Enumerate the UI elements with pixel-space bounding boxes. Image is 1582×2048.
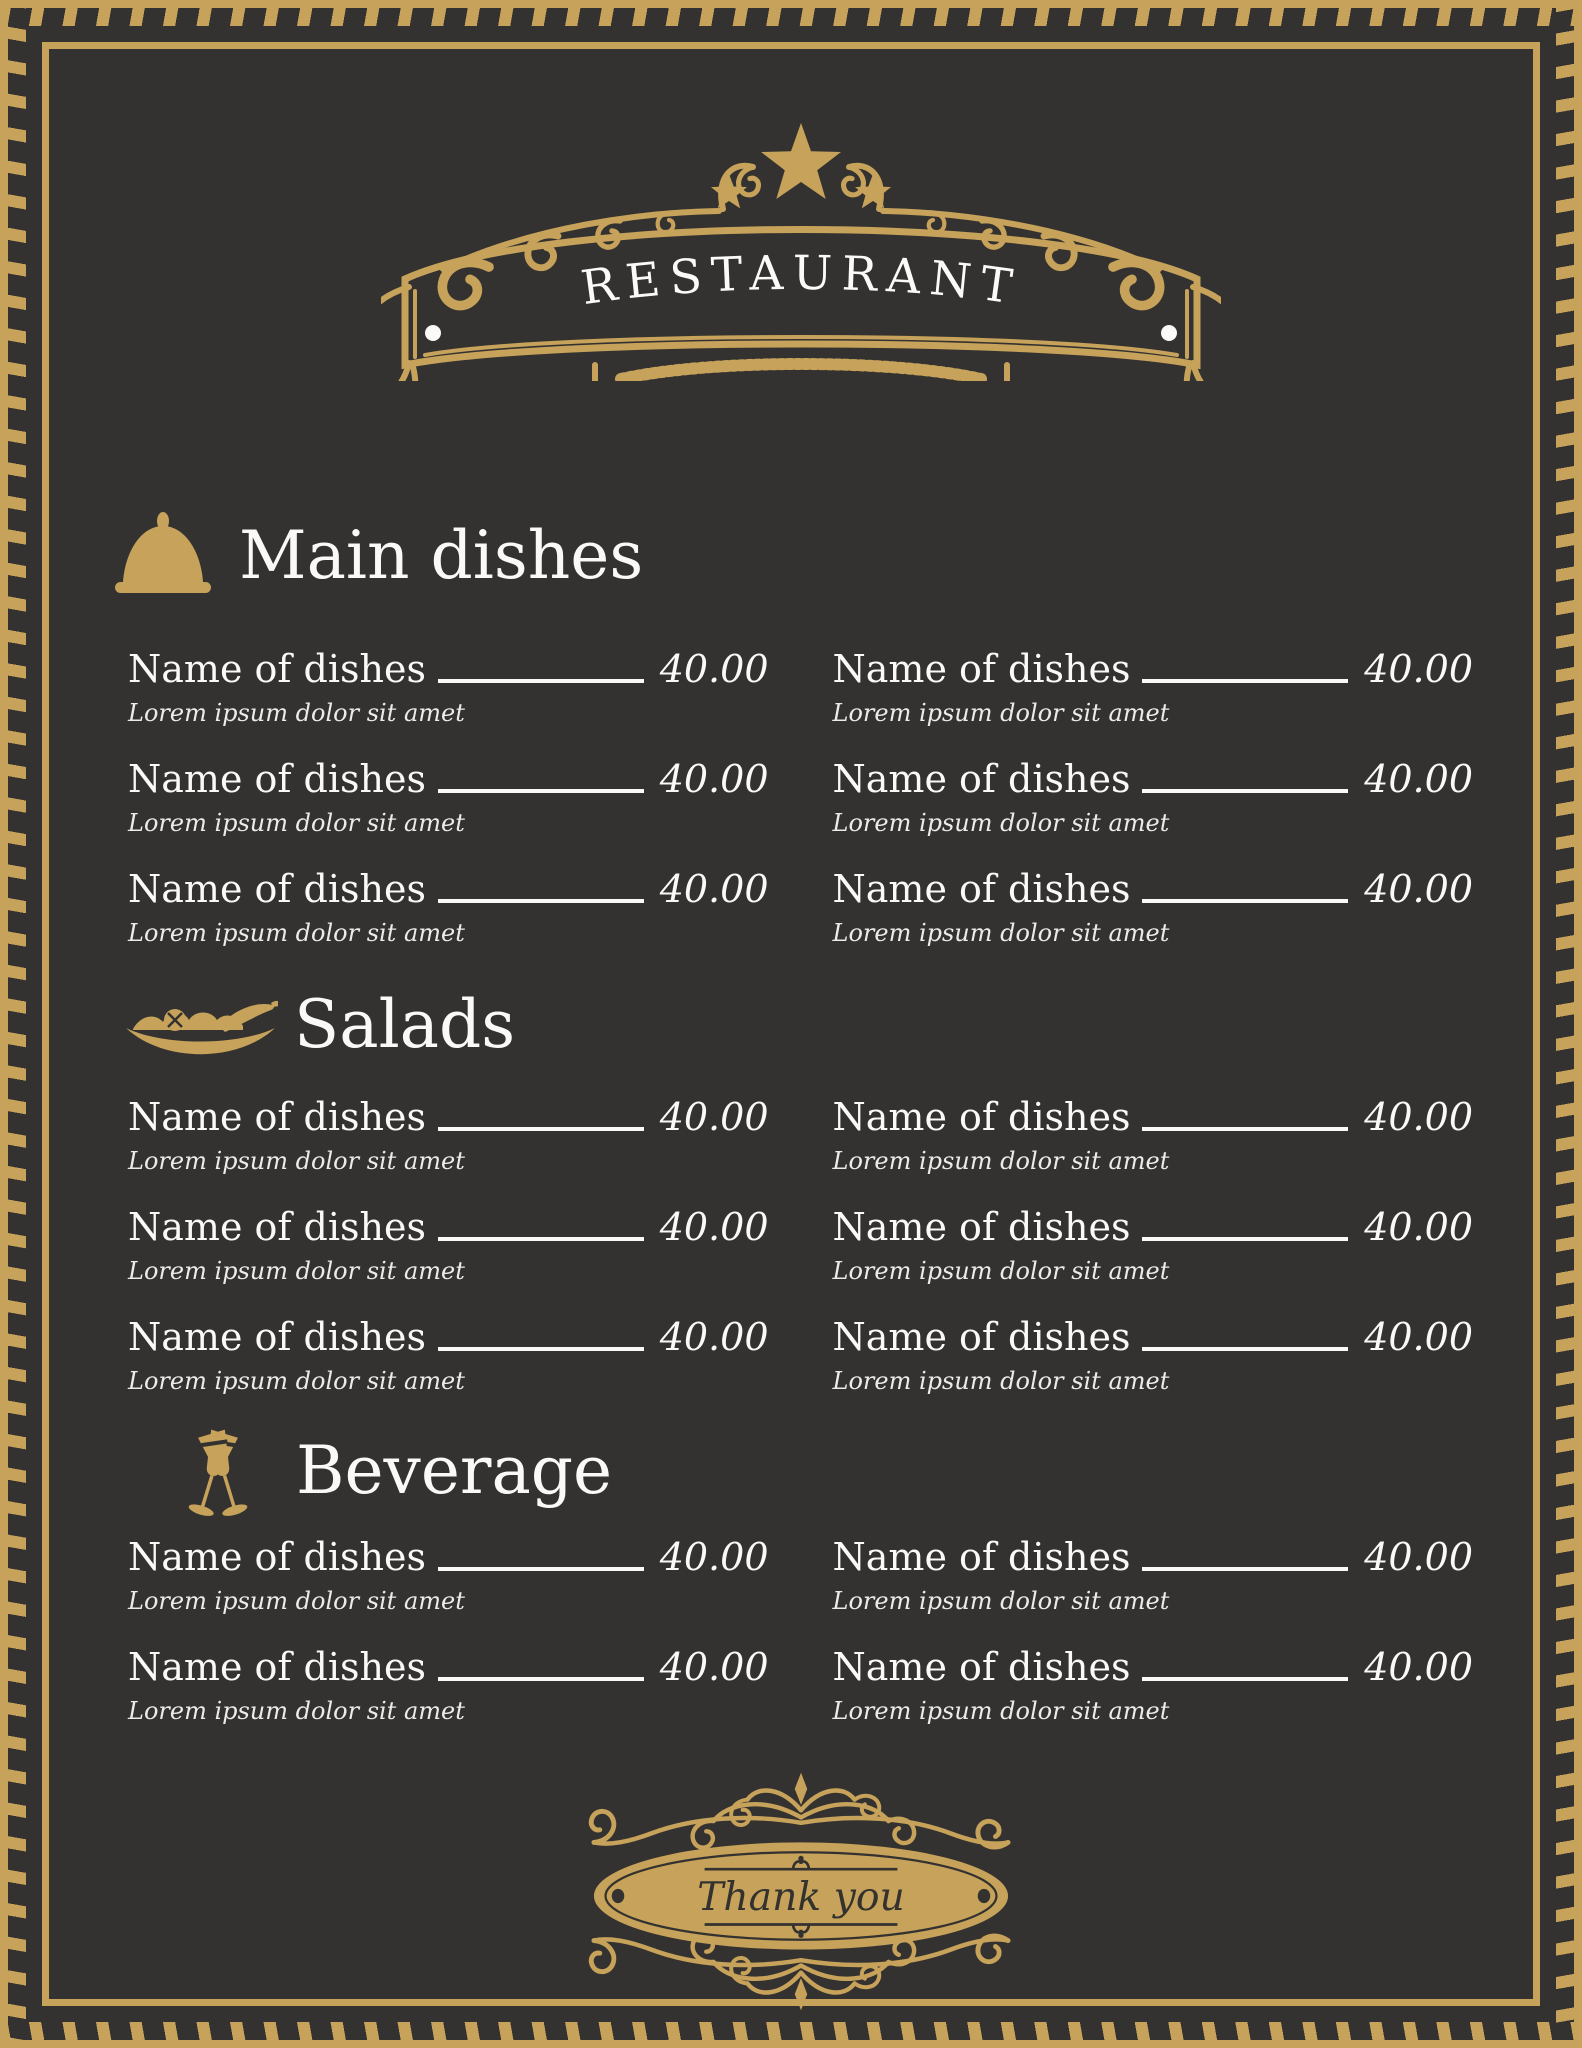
price-leader-line — [1142, 789, 1348, 793]
menu-item — [833, 757, 1474, 867]
section-title: Beverage — [296, 1432, 613, 1509]
dish-price: 40.00 — [1364, 1535, 1473, 1579]
menu-item — [128, 1315, 769, 1425]
section-beverage — [128, 1429, 1473, 1755]
section-main-dishes — [128, 511, 1473, 977]
dish-name: Name of dishes — [128, 757, 426, 801]
dish-name: Name of dishes — [832, 867, 1131, 911]
dish-description: Lorem ipsum dolor sit amet — [832, 1256, 1170, 1285]
price-leader-line — [438, 1567, 644, 1571]
dish-description: Lorem ipsum dolor sit amet — [128, 1366, 465, 1395]
menu-item — [128, 1535, 769, 1645]
restaurant-logo — [381, 119, 1221, 381]
price-leader-line — [438, 1347, 644, 1351]
menu-item — [833, 647, 1474, 757]
hatched-border-right — [1556, 0, 1582, 2048]
price-leader-line — [438, 789, 644, 793]
svg-text:RESTAURANT — [577, 246, 1024, 316]
dish-description: Lorem ipsum dolor sit amet — [832, 1586, 1170, 1615]
menu-item — [128, 1645, 769, 1755]
dish-description: Lorem ipsum dolor sit amet — [832, 698, 1170, 727]
price-leader-line — [1142, 679, 1348, 683]
dish-price: 40.00 — [659, 647, 769, 691]
dish-name: Name of dishes — [128, 647, 426, 691]
dish-name: Name of dishes — [128, 1645, 426, 1689]
price-leader-line — [438, 1677, 644, 1681]
price-leader-line — [1142, 1347, 1348, 1351]
dish-price: 40.00 — [659, 1535, 769, 1579]
section-title: Salads — [294, 986, 516, 1063]
price-leader-line — [1142, 1677, 1348, 1681]
dish-description: Lorem ipsum dolor sit amet — [128, 1586, 465, 1615]
dish-price: 40.00 — [1364, 1645, 1473, 1689]
items-grid-beverage — [128, 1535, 1473, 1755]
dish-price: 40.00 — [1364, 1315, 1473, 1359]
items-grid-salads — [128, 1095, 1473, 1425]
dish-price: 40.00 — [1364, 647, 1473, 691]
dish-price: 40.00 — [659, 867, 769, 911]
dish-description: Lorem ipsum dolor sit amet — [832, 1146, 1170, 1175]
logo-brand-text: RESTAURANT — [577, 245, 1024, 317]
dish-name: Name of dishes — [832, 1535, 1131, 1579]
dish-name: Name of dishes — [832, 1315, 1131, 1359]
dish-description: Lorem ipsum dolor sit amet — [128, 1696, 465, 1725]
dish-description: Lorem ipsum dolor sit amet — [128, 698, 465, 727]
dish-description: Lorem ipsum dolor sit amet — [128, 808, 465, 837]
price-leader-line — [438, 1127, 644, 1131]
dish-description: Lorem ipsum dolor sit amet — [128, 1146, 465, 1175]
section-salads — [128, 985, 1473, 1425]
dish-name: Name of dishes — [832, 1205, 1131, 1249]
dish-name: Name of dishes — [832, 1095, 1131, 1139]
dish-name: Name of dishes — [832, 647, 1131, 691]
hatched-border-bottom — [0, 2022, 1582, 2048]
price-leader-line — [438, 1237, 644, 1241]
menu-item — [128, 757, 769, 867]
dish-price: 40.00 — [1364, 1205, 1473, 1249]
section-header-main — [113, 511, 1473, 601]
price-leader-line — [1142, 1567, 1348, 1571]
dish-name: Name of dishes — [128, 1535, 426, 1579]
cloche-icon — [113, 512, 213, 600]
dish-price: 40.00 — [1364, 867, 1473, 911]
dish-price: 40.00 — [1364, 1095, 1473, 1139]
menu-item — [128, 1095, 769, 1205]
section-header-beverage — [170, 1429, 1473, 1513]
menu-item — [128, 1205, 769, 1315]
dish-description: Lorem ipsum dolor sit amet — [832, 808, 1170, 837]
hatched-border-left — [0, 0, 26, 2048]
menu-item — [833, 1645, 1474, 1755]
price-leader-line — [1142, 899, 1348, 903]
menu-item — [833, 1315, 1474, 1425]
dish-name: Name of dishes — [128, 1315, 426, 1359]
dish-description: Lorem ipsum dolor sit amet — [128, 1256, 465, 1285]
dish-name: Name of dishes — [128, 1205, 426, 1249]
menu-item — [833, 1095, 1474, 1205]
tagline-panel — [571, 364, 1015, 381]
dish-name: Name of dishes — [832, 757, 1131, 801]
clinking-glasses-icon — [170, 1426, 266, 1530]
menu-item — [128, 867, 769, 977]
dish-price: 40.00 — [659, 1095, 769, 1139]
price-leader-line — [438, 679, 644, 683]
dish-description: Lorem ipsum dolor sit amet — [832, 918, 1170, 947]
dish-name: Name of dishes — [832, 1645, 1131, 1689]
price-leader-line — [1142, 1237, 1348, 1241]
dish-price: 40.00 — [659, 1205, 769, 1249]
dish-name: Name of dishes — [128, 1095, 426, 1139]
hatched-border-top — [0, 0, 1582, 26]
menu-item — [128, 647, 769, 757]
dish-description: Lorem ipsum dolor sit amet — [128, 918, 465, 947]
dish-price: 40.00 — [659, 1645, 769, 1689]
dish-price: 40.00 — [1364, 757, 1473, 801]
menu-item — [833, 867, 1474, 977]
section-title: Main dishes — [239, 517, 644, 594]
menu-content — [49, 49, 1533, 1999]
thank-you-text: Thank you — [696, 1875, 905, 1921]
items-grid-main — [128, 647, 1473, 977]
salad-bowl-icon — [123, 999, 278, 1063]
price-leader-line — [438, 899, 644, 903]
price-leader-line — [1142, 1127, 1348, 1131]
footer-badge — [128, 1755, 1473, 2012]
dish-price: 40.00 — [659, 757, 769, 801]
oval-flourish-badge-icon — [551, 1771, 1051, 2012]
section-header-salads — [123, 985, 1473, 1065]
dish-description: Lorem ipsum dolor sit amet — [832, 1366, 1170, 1395]
dish-price: 40.00 — [659, 1315, 769, 1359]
menu-item — [833, 1535, 1474, 1645]
dish-description: Lorem ipsum dolor sit amet — [832, 1696, 1170, 1725]
dish-name: Name of dishes — [128, 867, 426, 911]
menu-item — [833, 1205, 1474, 1315]
